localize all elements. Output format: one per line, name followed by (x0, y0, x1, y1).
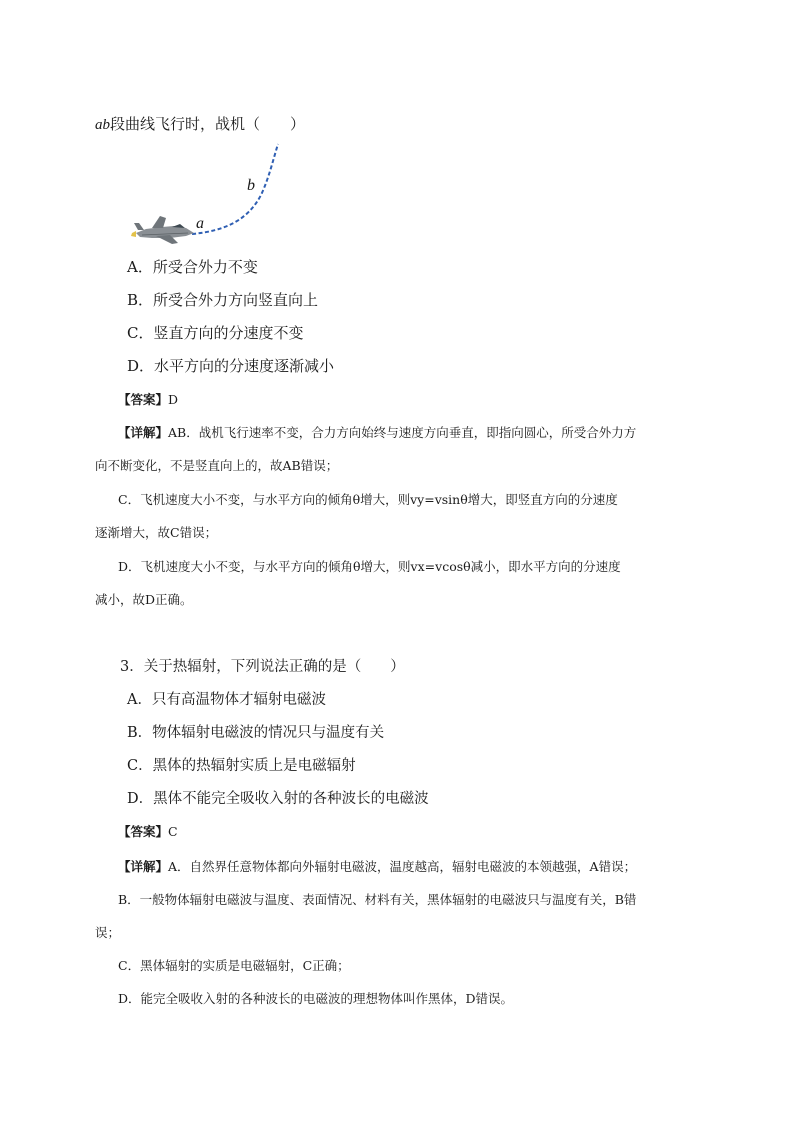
stem-prefix: ab (95, 117, 110, 133)
q2-option-b: B．所受合外力方向竖直向上 (127, 291, 319, 309)
detail-tag: 【详解】 (118, 859, 169, 874)
q3-answer (118, 826, 178, 839)
q3-option-b: B．物体辐射电磁波的情况只与温度有关 (127, 725, 385, 741)
flight-path-figure (130, 140, 290, 250)
stem-text: 段曲线飞行时，战机（ ） (110, 115, 306, 133)
q2-option-c: C．竖直方向的分速度不变 (127, 324, 304, 342)
q2-detail-line-4: 逐渐增大，故C错误； (95, 525, 218, 540)
flight-curve (192, 144, 278, 234)
label-a: a (196, 215, 204, 232)
q3-detail-line-5: D．能完全吸收入射的各种波长的电磁波的理想物体叫作黑体，D错误。 (118, 991, 514, 1006)
q2-option-a: A．所受合外力不变 (127, 258, 258, 276)
q3-option-c: C．黑体的热辐射实质上是电磁辐射 (127, 758, 356, 774)
q2-detail-line-2: 向不断变化，不是竖直向上的，故AB错误； (95, 458, 339, 473)
answer-value: C (168, 824, 178, 839)
question-2-stem (95, 116, 305, 133)
answer-tag: 【答案】 (118, 392, 169, 407)
detail-text: A．自然界任意物体都向外辐射电磁波，温度越高，辐射电磁波的本领越强，A错误； (168, 859, 637, 874)
answer-value: D (168, 392, 179, 407)
detail-tag: 【详解】 (118, 425, 169, 440)
q2-answer (118, 394, 178, 407)
detail-text: AB．战机飞行速率不变，合力方向始终与速度方向垂直，即指向圆心，所受合外力方 (168, 425, 637, 440)
answer-tag: 【答案】 (118, 824, 169, 839)
q3-detail-line-1 (118, 861, 636, 874)
q3-detail-line-4: C．黑体辐射的实质是电磁辐射，C正确； (118, 958, 350, 973)
q3-option-a: A．只有高温物体才辐射电磁波 (127, 692, 326, 708)
label-b: b (247, 177, 255, 194)
q2-detail-line-6: 减小，故D正确。 (95, 592, 193, 607)
question-3-stem: 3．关于热辐射，下列说法正确的是（ ） (120, 659, 405, 675)
fighter-jet-icon (131, 216, 194, 244)
q2-detail-line-5: D．飞机速度大小不变，与水平方向的倾角θ增大，则vx=vcosθ减小，即水平方向的分速度 (118, 559, 621, 574)
q2-option-d: D．水平方向的分速度逐渐减小 (127, 357, 335, 375)
q2-detail-line-1 (118, 427, 636, 440)
q2-detail-line-3: C．飞机速度大小不变，与水平方向的倾角θ增大，则vy=vsinθ增大，即竖直方向的分速度 (118, 492, 618, 507)
q3-detail-line-3: 误； (95, 925, 121, 940)
q3-option-d: D．黑体不能完全吸收入射的各种波长的电磁波 (127, 791, 429, 807)
q3-detail-line-2: B．一般物体辐射电磁波与温度、表面情况、材料有关，黑体辐射的电磁波只与温度有关，B错 (118, 892, 637, 907)
